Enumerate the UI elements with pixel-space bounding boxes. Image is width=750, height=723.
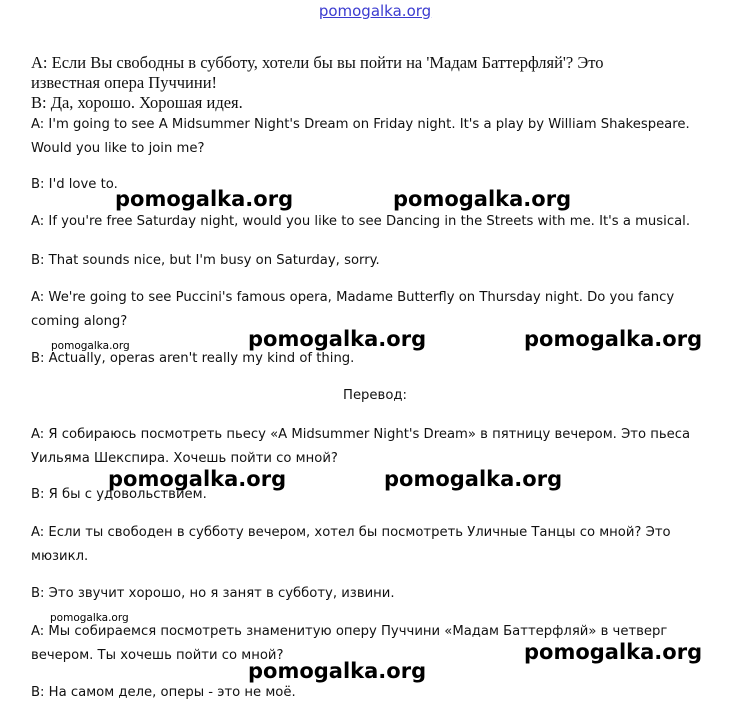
dialogue-line: мюзикл. (31, 549, 89, 564)
watermark: pomogalka.org (524, 640, 703, 664)
watermark: pomogalka.org (393, 187, 572, 211)
dialogue-line: B: На самом деле, оперы - это не моё. (31, 685, 296, 700)
watermark: pomogalka.org (248, 659, 427, 683)
dialogue-line: A: We're going to see Puccini's famous opera, Madame Butterfly on Thursday night. Do you fancy (31, 290, 675, 305)
dialogue-line: B: That sounds nice, but I'm busy on Saturday, sorry. (31, 253, 380, 268)
watermark-small: pomogalka.org (51, 340, 130, 352)
dialogue-line: A: Если ты свободен в субботу вечером, хотел бы посмотреть Уличные Танцы со мной? Это (31, 525, 671, 540)
dialogue-line: B: Actually, operas aren't really my kind of thing. (31, 351, 355, 366)
dialogue-line: известная опера Пуччини! (31, 73, 218, 92)
dialogue-line: A: I'm going to see A Midsummer Night's Dream on Friday night. It's a play by William Shakespeare. (31, 117, 690, 132)
dialogue-line: вечером. Ты хочешь пойти со мной? (31, 648, 284, 663)
dialogue-line: Would you like to join me? (31, 141, 205, 156)
header-watermark[interactable]: pomogalka.org (318, 2, 432, 20)
dialogue-line: A: If you're free Saturday night, would you like to see Dancing in the Streets with me. It's a musical. (31, 214, 691, 229)
watermark: pomogalka.org (248, 327, 427, 351)
watermark: pomogalka.org (524, 327, 703, 351)
dialogue-line: B: Это звучит хорошо, но я занят в субботу, извини. (31, 586, 395, 601)
dialogue-line: B: Я бы с удовольствием. (31, 487, 207, 502)
dialogue-line: B: Да, хорошо. Хорошая идея. (31, 93, 243, 112)
dialogue-line: B: I'd love to. (31, 177, 118, 192)
dialogue-line: coming along? (31, 314, 128, 329)
dialogue-line: A: Мы собираемся посмотреть знаменитую оперу Пуччини «Мадам Баттерфляй» в четверг (31, 624, 668, 639)
dialogue-line: Уильяма Шекспира. Хочешь пойти со мной? (31, 451, 338, 466)
watermark: pomogalka.org (108, 467, 287, 491)
watermark: pomogalka.org (384, 467, 563, 491)
watermark: pomogalka.org (115, 187, 294, 211)
dialogue-line: A: Если Вы свободны в субботу, хотели бы вы пойти на 'Мадам Баттерфляй'? Это (31, 53, 604, 72)
dialogue-line: A: Я собираюсь посмотреть пьесу «A Midsummer Night's Dream» в пятницу вечером. Это пьеса (31, 427, 691, 442)
watermark-small: pomogalka.org (50, 612, 129, 624)
translation-heading: Перевод: (343, 388, 407, 403)
